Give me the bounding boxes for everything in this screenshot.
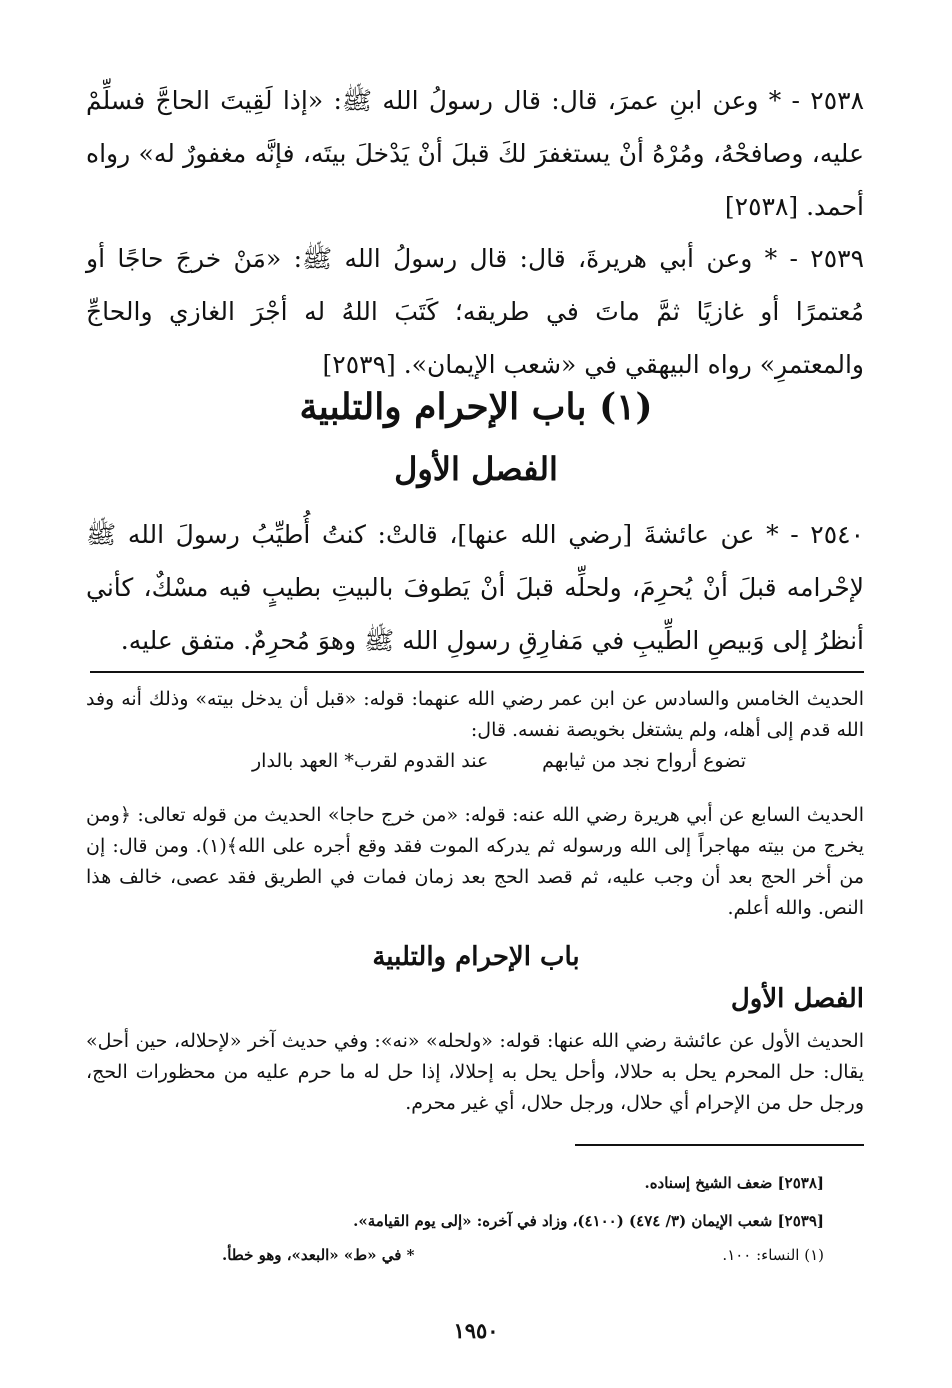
commentary-chapter-title: باب الإحرام والتلبية: [372, 942, 580, 972]
hadith-2539: ٢٥٣٩ - * وعن أبي هريرةَ، قال: قال رسولُ الله ﷺ: «مَنْ خرجَ حاجًا أو مُعتمرًا أو غازيًا ثمَّ ماتَ في طريقه؛ كَتَبَ اللهُ له أجْرَ الغازي والحاجِّ والمعتمرِ» رواه البيهقي في «شعب الإيمان». [٢٥٣٩]: [86, 244, 864, 379]
commentary-paragraph-1: الحديث الخامس والسادس عن ابن عمر رضي الله عنهما: قوله: «قبل أن يدخل بيته» وذلك أنه وفد الله قدم إلى أهله، ولم يشتغل بخويصة نفسه. قال:: [86, 688, 864, 741]
commentary-separator: [90, 671, 864, 673]
footnote-star: * في «ط» «البعد»، وهو خطأ.: [222, 1246, 415, 1264]
commentary-paragraph-2: الحديث السابع عن أبي هريرة رضي الله عنه: قوله: «من خرج حاجا» الحديث من قوله تعالى: ﴿ومن يخرج من بيته مهاجراً إلى الله ورسوله ثم يدركه الموت فقد وقع أجره على الله﴾(١). ومن قال: إن من أخر الحج بعد أن وجب عليه، ثم قصد الحج بعد زمان فمات في الطريق فقد عصى، خالف هذا النص. والله أعلم.: [86, 804, 864, 919]
poem-hemistich-left: عند القدوم لقرب* العهد بالدار: [252, 750, 489, 772]
footnote-2539: [٢٥٣٩] شعب الإيمان (٣/ ٤٧٤) (٤١٠٠)، وزاد في آخره: «إلى يوم القيامة».: [353, 1212, 824, 1230]
page-number: ١٩٥٠: [453, 1318, 499, 1343]
poem-hemistich-right: تضوع أرواح نجد من ثيابهم: [542, 750, 746, 772]
footnote-2538: [٢٥٣٨] ضعف الشيخ إسناده.: [644, 1174, 824, 1192]
footnote-1: (١) النساء: ١٠٠.: [722, 1246, 824, 1264]
commentary-section-title: الفصل الأول: [730, 984, 864, 1014]
section-title: الفصل الأول: [394, 450, 558, 488]
footnote-separator: [575, 1144, 864, 1146]
hadith-2540: ٢٥٤٠ - * عن عائشةَ [رضي الله عنها]، قالتْ: كنتُ أُطيِّبُ رسولَ الله ﷺ لإحْرامه قبلَ أنْ يُحرِمَ، ولحلِّه قبلَ أنْ يَطوفَ بالبيتِ بطيبٍ فيه مسْكٌ، كأني أنظرُ إلى وَبيصِ الطِّيبِ في مَفارِقِ رسولِ الله ﷺ وهوَ مُحرِمٌ. متفق عليه.: [86, 520, 864, 655]
chapter-title: (١) باب الإحرام والتلبية: [299, 386, 653, 428]
commentary-paragraph-3: الحديث الأول عن عائشة رضي الله عنها: قوله: «ولحله» «نه»: وفي حديث آخر «لإحلاله، حين أحل» يقال: حل المحرم يحل به حلالا، وأحل يحل به إحلالا، إذا حل له ما حرم عليه من محظورات الحج، ورجل حل من الإحرام أي حلال، ورجل حلال، أي غير محرم.: [86, 1030, 864, 1114]
hadith-2538: ٢٥٣٨ - * وعن ابنِ عمرَ، قال: قال رسولُ الله ﷺ: «إذا لَقِيتَ الحاجَّ فسلِّمْ عليه، وصافحْهُ، ومُرْهُ أنْ يستغفرَ لكَ قبلَ أنْ يَدْخلَ بيتَه، فإنَّه مغفورٌ له» رواه أحمد. [٢٥٣٨]: [86, 86, 864, 221]
